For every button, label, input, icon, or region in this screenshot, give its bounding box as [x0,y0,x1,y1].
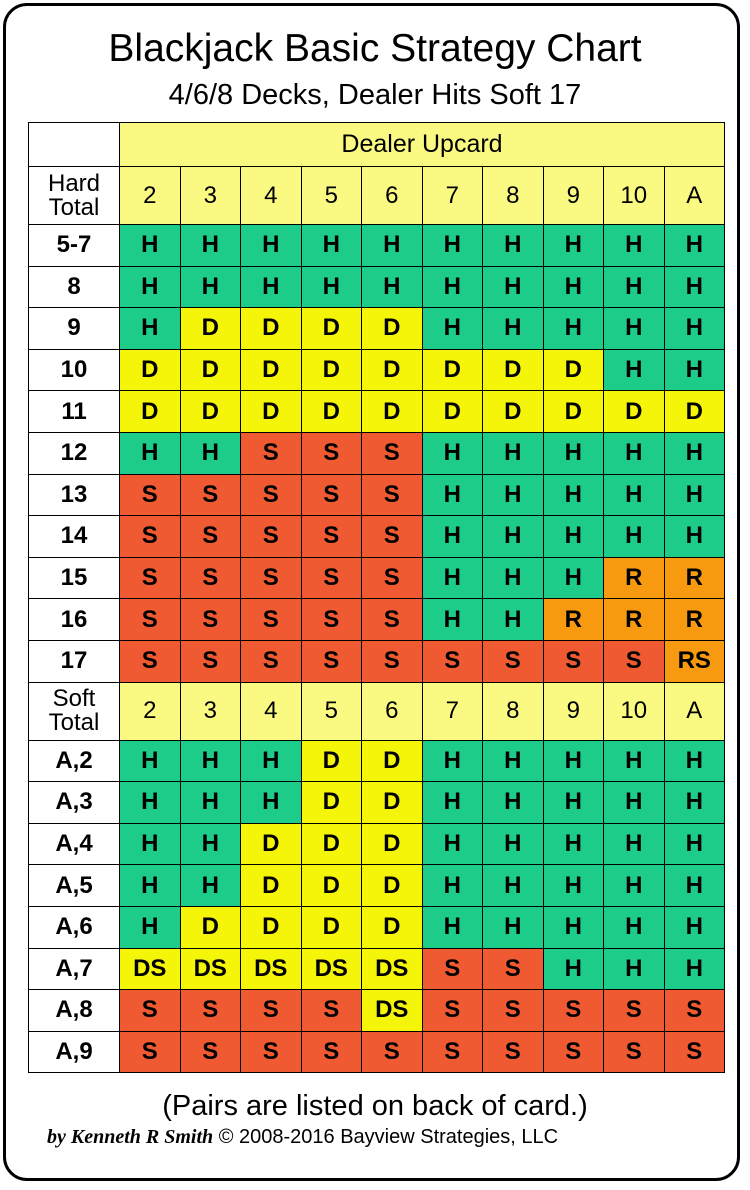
move-cell: H [483,823,544,865]
move-cell: S [180,640,241,682]
move-cell: S [422,990,483,1032]
move-cell: H [604,906,665,948]
move-cell: S [241,640,302,682]
soft-total-label-line2: Total [48,709,100,737]
move-cell: D [362,865,423,907]
hard-row [29,349,725,391]
move-cell: S [241,990,302,1032]
hard-row [29,308,725,350]
soft-row [29,948,725,990]
soft-row-label: A,8 [29,990,120,1032]
move-cell: S [362,640,423,682]
move-cell: S [301,557,362,599]
upcard-8: 8 [483,682,544,740]
move-cell: H [422,266,483,308]
move-cell: H [241,740,302,782]
move-cell: D [241,865,302,907]
hard-row [29,432,725,474]
move-cell: H [301,225,362,267]
move-cell: H [422,225,483,267]
move-cell: H [483,474,544,516]
move-cell: R [604,599,665,641]
move-cell: H [180,782,241,824]
hard-total-label-line2: Total [48,193,100,221]
hard-total-label-line1: Hard [47,169,101,197]
move-cell: D [483,391,544,433]
move-cell: D [362,906,423,948]
move-cell: S [241,599,302,641]
move-cell: S [483,990,544,1032]
hard-row [29,640,725,682]
soft-total-label [29,682,120,740]
move-cell: H [543,906,604,948]
move-cell: H [422,432,483,474]
soft-row [29,865,725,907]
move-cell: H [604,948,665,990]
move-cell: D [180,391,241,433]
move-cell: D [664,391,725,433]
move-cell: H [120,266,181,308]
move-cell: DS [241,948,302,990]
move-cell: H [604,266,665,308]
move-cell: S [180,599,241,641]
move-cell: H [664,906,725,948]
move-cell: H [180,225,241,267]
move-cell: S [120,1031,181,1073]
move-cell: S [120,640,181,682]
hard-row-label: 11 [29,391,120,433]
upcard-8: 8 [483,167,544,225]
upcard-5: 5 [301,682,362,740]
move-cell: H [543,740,604,782]
move-cell: H [301,266,362,308]
move-cell: D [120,391,181,433]
hard-row [29,266,725,308]
upcard-6: 6 [362,167,423,225]
move-cell: D [362,349,423,391]
soft-row [29,906,725,948]
move-cell: H [543,516,604,558]
move-cell: S [180,990,241,1032]
soft-row-label: A,9 [29,1031,120,1073]
hard-row [29,516,725,558]
upcard-4: 4 [241,167,302,225]
move-cell: S [180,516,241,558]
soft-row [29,782,725,824]
move-cell: H [664,823,725,865]
move-cell: S [362,557,423,599]
strategy-table-body [29,123,725,1073]
move-cell: DS [362,948,423,990]
move-cell: S [362,474,423,516]
move-cell: H [180,865,241,907]
move-cell: D [180,308,241,350]
copyright-text: © 2008-2016 Bayview Strategies, LLC [218,1126,559,1148]
move-cell: S [301,474,362,516]
move-cell: H [180,266,241,308]
move-cell: H [483,516,544,558]
upcard-3: 3 [180,167,241,225]
move-cell: D [543,349,604,391]
hard-total-header-row [29,167,725,225]
move-cell: S [604,640,665,682]
corner-cell [29,123,120,167]
move-cell: D [180,906,241,948]
move-cell: S [483,948,544,990]
soft-row-label: A,4 [29,823,120,865]
soft-row-label: A,5 [29,865,120,907]
move-cell: S [664,990,725,1032]
hard-row-label: 5-7 [29,225,120,267]
move-cell: D [301,740,362,782]
move-cell: S [543,1031,604,1073]
dealer-upcard-header: Dealer Upcard [120,123,725,167]
move-cell: D [362,391,423,433]
move-cell: H [120,865,181,907]
move-cell: H [664,225,725,267]
move-cell: H [664,474,725,516]
move-cell: D [362,308,423,350]
upcard-10: 10 [604,682,665,740]
move-cell: S [362,1031,423,1073]
move-cell: S [120,474,181,516]
move-cell: D [301,865,362,907]
upcard-2: 2 [120,167,181,225]
chart-subtitle: 4/6/8 Decks, Dealer Hits Soft 17 [168,79,582,111]
move-cell: H [543,266,604,308]
move-cell: S [301,640,362,682]
move-cell: S [362,432,423,474]
hard-row [29,557,725,599]
move-cell: H [483,599,544,641]
chart-title: Blackjack Basic Strategy Chart [108,27,642,70]
move-cell: D [120,349,181,391]
move-cell: H [664,349,725,391]
move-cell: H [120,740,181,782]
move-cell: H [180,432,241,474]
move-cell: S [422,640,483,682]
move-cell: H [664,740,725,782]
move-cell: S [120,990,181,1032]
move-cell: D [301,391,362,433]
move-cell: H [422,906,483,948]
upcard-6: 6 [362,682,423,740]
move-cell: H [120,823,181,865]
move-cell: DS [301,948,362,990]
move-cell: S [483,1031,544,1073]
move-cell: H [543,782,604,824]
move-cell: S [483,640,544,682]
hard-row-label: 10 [29,349,120,391]
move-cell: H [120,906,181,948]
move-cell: S [301,432,362,474]
move-cell: S [120,557,181,599]
soft-row-label: A,6 [29,906,120,948]
move-cell: H [120,782,181,824]
move-cell: H [543,557,604,599]
move-cell: D [543,391,604,433]
upcard-A: A [664,167,725,225]
move-cell: DS [120,948,181,990]
soft-row [29,823,725,865]
move-cell: H [543,948,604,990]
dealer-header-row [29,123,725,167]
hard-row-label: 8 [29,266,120,308]
upcard-5: 5 [301,167,362,225]
move-cell: D [180,349,241,391]
move-cell: D [483,349,544,391]
move-cell: H [422,599,483,641]
move-cell: H [422,740,483,782]
move-cell: S [120,516,181,558]
move-cell: D [301,823,362,865]
move-cell: H [664,782,725,824]
strategy-table [28,122,725,1073]
move-cell: S [604,1031,665,1073]
pairs-note: (Pairs are listed on back of card.) [162,1090,588,1122]
move-cell: H [422,782,483,824]
move-cell: S [301,990,362,1032]
move-cell: S [241,474,302,516]
move-cell: D [241,308,302,350]
move-cell: H [604,432,665,474]
move-cell: H [180,823,241,865]
move-cell: R [604,557,665,599]
upcard-7: 7 [422,167,483,225]
soft-row [29,740,725,782]
hard-row-label: 15 [29,557,120,599]
hard-row-label: 9 [29,308,120,350]
upcard-10: 10 [604,167,665,225]
soft-row [29,1031,725,1073]
move-cell: S [543,990,604,1032]
move-cell: S [241,1031,302,1073]
move-cell: D [422,349,483,391]
move-cell: D [241,906,302,948]
move-cell: S [301,1031,362,1073]
move-cell: H [422,823,483,865]
move-cell: H [483,266,544,308]
move-cell: S [422,948,483,990]
move-cell: S [241,516,302,558]
move-cell: D [241,391,302,433]
move-cell: H [483,432,544,474]
hard-total-label [29,167,120,225]
move-cell: H [664,516,725,558]
move-cell: H [664,432,725,474]
upcard-7: 7 [422,682,483,740]
move-cell: H [604,865,665,907]
move-cell: R [664,557,725,599]
move-cell: S [301,516,362,558]
move-cell: D [362,823,423,865]
move-cell: S [664,1031,725,1073]
move-cell: S [604,990,665,1032]
move-cell: H [483,308,544,350]
upcard-4: 4 [241,682,302,740]
move-cell: D [301,349,362,391]
move-cell: H [604,474,665,516]
move-cell: DS [180,948,241,990]
move-cell: S [301,599,362,641]
move-cell: H [543,225,604,267]
author-name: by Kenneth R Smith [47,1126,214,1148]
move-cell: H [483,865,544,907]
move-cell: H [604,823,665,865]
move-cell: H [604,308,665,350]
hard-row-label: 14 [29,516,120,558]
soft-row-label: A,3 [29,782,120,824]
move-cell: S [241,557,302,599]
move-cell: H [543,865,604,907]
move-cell: H [180,740,241,782]
upcard-A: A [664,682,725,740]
upcard-9: 9 [543,682,604,740]
move-cell: H [483,906,544,948]
upcard-9: 9 [543,167,604,225]
upcard-3: 3 [180,682,241,740]
move-cell: H [241,225,302,267]
move-cell: H [483,740,544,782]
move-cell: H [664,308,725,350]
soft-total-header-row [29,682,725,740]
move-cell: S [362,599,423,641]
move-cell: H [664,948,725,990]
move-cell: S [180,1031,241,1073]
move-cell: S [120,599,181,641]
move-cell: H [120,432,181,474]
move-cell: H [241,782,302,824]
hard-row [29,225,725,267]
move-cell: H [604,740,665,782]
move-cell: H [241,266,302,308]
move-cell: S [422,1031,483,1073]
move-cell: D [301,308,362,350]
move-cell: H [483,225,544,267]
move-cell: S [241,432,302,474]
move-cell: H [604,349,665,391]
move-cell: H [422,557,483,599]
move-cell: R [543,599,604,641]
soft-row-label: A,7 [29,948,120,990]
move-cell: R [664,599,725,641]
move-cell: H [422,516,483,558]
move-cell: H [543,474,604,516]
move-cell: D [301,906,362,948]
move-cell: H [604,225,665,267]
move-cell: S [543,640,604,682]
hard-row-label: 17 [29,640,120,682]
hard-row-label: 16 [29,599,120,641]
soft-row-label: A,2 [29,740,120,782]
move-cell: S [180,557,241,599]
soft-total-label-line1: Soft [52,685,96,713]
move-cell: H [483,782,544,824]
move-cell: D [241,823,302,865]
move-cell: H [120,308,181,350]
move-cell: D [241,349,302,391]
move-cell: D [422,391,483,433]
hard-row [29,391,725,433]
move-cell: S [180,474,241,516]
hard-row [29,474,725,516]
move-cell: H [362,266,423,308]
move-cell: D [604,391,665,433]
hard-row-label: 12 [29,432,120,474]
hard-row [29,599,725,641]
move-cell: H [604,782,665,824]
move-cell: H [120,225,181,267]
move-cell: S [362,516,423,558]
move-cell: H [362,225,423,267]
move-cell: H [664,865,725,907]
move-cell: H [543,308,604,350]
move-cell: RS [664,640,725,682]
move-cell: H [543,823,604,865]
move-cell: D [362,740,423,782]
move-cell: H [422,308,483,350]
move-cell: H [543,432,604,474]
move-cell: H [422,865,483,907]
move-cell: D [301,782,362,824]
move-cell: H [604,516,665,558]
move-cell: H [422,474,483,516]
move-cell: H [664,266,725,308]
hard-row-label: 13 [29,474,120,516]
move-cell: H [483,557,544,599]
move-cell: DS [362,990,423,1032]
soft-row [29,990,725,1032]
upcard-2: 2 [120,682,181,740]
footer-credit [47,1124,558,1150]
move-cell: D [362,782,423,824]
